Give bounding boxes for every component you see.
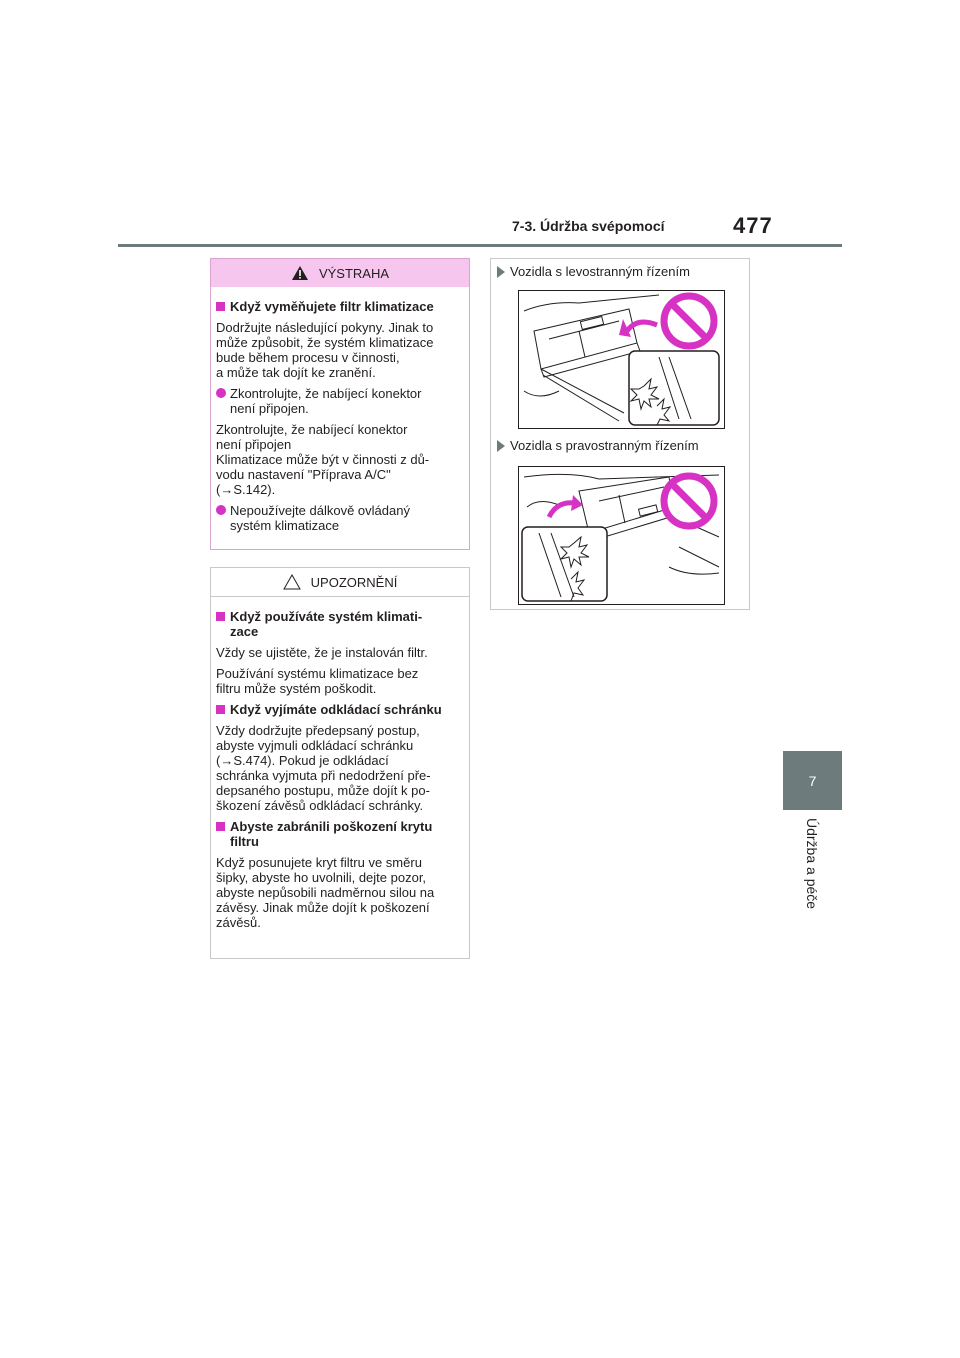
square-bullet-icon <box>216 822 225 831</box>
warning-header <box>211 259 469 287</box>
caution-content <box>211 597 469 930</box>
filter-removal-rhd-image <box>519 467 724 604</box>
filter-removal-lhd-image <box>519 291 724 428</box>
square-bullet-icon <box>216 612 225 621</box>
triangle-bullet-icon <box>497 266 505 278</box>
triangle-bullet-icon <box>497 440 505 452</box>
square-bullet-icon <box>216 302 225 311</box>
warning-paragraph: Zkontrolujte, že nabíjecí konektor není připojen Klimatizace může být v činnosti z dů- vodu nastavení "Příprava A/C" (→S.142). <box>216 422 430 497</box>
section-title: 7-3. Údržba svépomocí <box>512 218 665 234</box>
caution-paragraph: Používání systému klimatizace bez filtru může systém poškodit. <box>216 666 419 696</box>
illustration-box <box>490 258 750 610</box>
illustration-caption: Vozidla s levostranným řízením <box>497 264 690 279</box>
chapter-tab <box>783 751 842 810</box>
caution-heading: Když používáte systém klimati- zace <box>216 609 460 639</box>
lhd-illustration <box>518 290 725 429</box>
round-bullet-icon <box>216 388 226 398</box>
rhd-illustration <box>518 466 725 605</box>
warning-title: VÝSTRAHA <box>318 265 390 281</box>
header-rule <box>118 244 842 247</box>
caution-header <box>211 568 469 597</box>
square-bullet-icon <box>216 705 225 714</box>
caution-paragraph: Vždy dodržujte předepsaný postup, abyste vyjmuli odkládací schránku (→S.474). Pokud je odkládací schránka vyjmuta při nedodržení pře- depsaného postupu, může dojít k po- škození závěsů odkládací schránky. <box>216 723 431 813</box>
illustration-caption: Vozidla s pravostranným řízením <box>497 438 699 453</box>
warning-bullet: Nepoužívejte dálkově ovládaný systém klimatizace <box>216 503 460 533</box>
chapter-number: 7 <box>808 772 817 789</box>
chapter-label: Údržba a péče <box>804 818 820 910</box>
caution-paragraph: Když posunujete kryt filtru ve směru šipky, abyste ho uvolnili, dejte pozor, abyste nepůsobili nadměrnou silou na závěsy. Jinak může dojít k poškození závěsů. <box>216 855 435 930</box>
caution-title: UPOZORNĚNÍ <box>310 574 398 590</box>
caution-paragraph: Vždy se ujistěte, že je instalován filtr. <box>216 645 428 660</box>
round-bullet-icon <box>216 505 226 515</box>
caution-box <box>210 567 470 959</box>
warning-bullet: Zkontrolujte, že nabíjecí konektor není připojen. <box>216 386 460 416</box>
caution-icon <box>283 574 301 590</box>
warning-box <box>210 258 470 550</box>
warning-icon <box>291 265 309 281</box>
warning-paragraph: Dodržujte následující pokyny. Jinak to může způsobit, že systém klimatizace bude během procesu v činnosti, a může tak dojít ke zranění. <box>216 320 434 380</box>
warning-content <box>211 287 469 533</box>
caution-heading: Abyste zabránili poškození krytu filtru <box>216 819 460 849</box>
warning-heading: Když vyměňujete filtr klimatizace <box>216 299 460 314</box>
page-number: 477 <box>733 213 773 238</box>
caution-heading: Když vyjímáte odkládací schránku <box>216 702 460 717</box>
